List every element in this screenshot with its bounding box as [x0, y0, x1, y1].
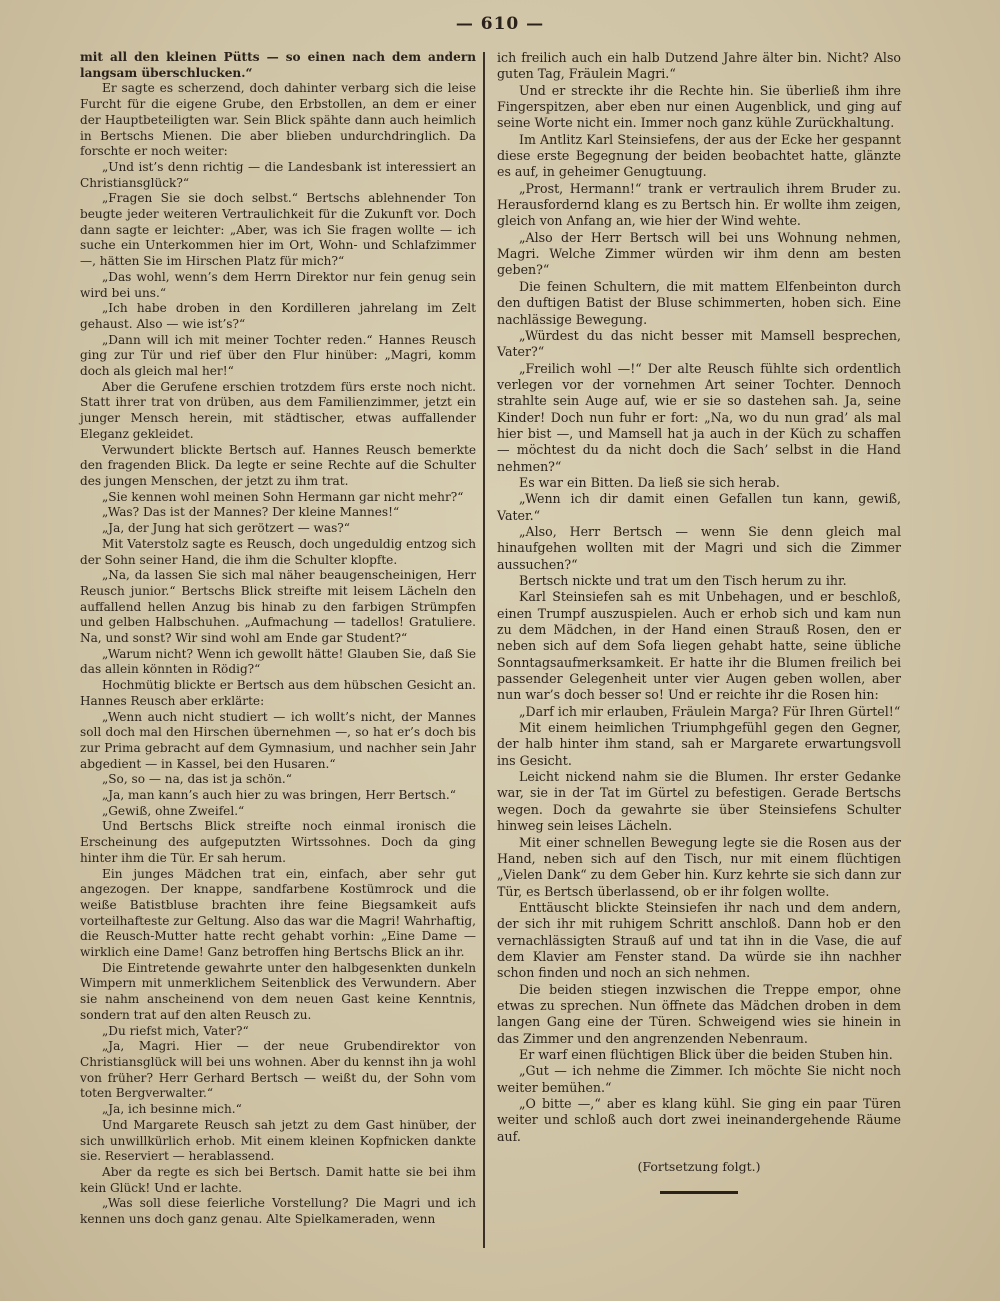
paragraph: „Ja, Magri. Hier — der neue Grubendirektor von Christiansglück will bei uns wohnen. Aber du kennst ihn ja wohl von früher? Herr Gerhard Bertsch — weißt du, der Sohn vom toten Bergverwalter.“ [80, 1039, 476, 1101]
paragraph: mit all den kleinen Pütts — so einen nach dem andern langsam überschlucken.“ [80, 50, 476, 80]
page-number: — 610 — [455, 14, 545, 34]
paragraph: „Also, Herr Bertsch — wenn Sie denn gleich mal hinaufgehen wollten mit der Magri und sich die Zimmer aussuchen?“ [497, 523, 901, 572]
paragraph: Mit Vaterstolz sagte es Reusch, doch ungeduldig entzog sich der Sohn seiner Hand, die ihm die Schulter klopfte. [80, 536, 476, 567]
paragraph: „Warum nicht? Wenn ich gewollt hätte! Glauben Sie, daß Sie das allein könnten in Rödig?“ [80, 646, 476, 677]
paragraph: Die feinen Schultern, die mit mattem Elfenbeinton durch den duftigen Batist der Bluse schimmerten, hoben sich. Eine nachlässige Bewegung. [497, 278, 901, 327]
paragraph: Die Eintretende gewahrte unter den halbgesenkten dunkeln Wimpern mit unmerklichem Seitenblick des Verwundern. Aber sie nahm anscheinend von dem neuen Gast keine Kenntnis, sondern trat auf den alten Reusch zu. [80, 960, 476, 1022]
paragraph: „Gewiß, ohne Zweifel.“ [102, 803, 245, 818]
paragraph: „So, so — na, das ist ja schön.“ [102, 772, 292, 787]
paragraph: Und er streckte ihr die Rechte hin. Sie überließ ihm ihre Fingerspitzen, aber eben nur einen Augenblick, und ging auf seine Worte nicht ein. Immer noch ganz kühle Zurückhaltung. [497, 82, 901, 131]
paragraph: „Ja, man kann’s auch hier zu was bringen, Herr Bertsch.“ [102, 788, 456, 803]
continued-note: (Fortsetzung folgt.) [637, 1159, 761, 1175]
paragraph: Karl Steinsiefen sah es mit Unbehagen, und er beschloß, einen Trumpf auszuspielen. Auch er erhob sich und kam nun zu dem Mädchen, in der Hand einen Strauß Rosen, den er neben sich auf dem Sofa liegen gehabt hatte, seine übliche Sonntagsaufmerksamkeit. Er hatte ihr die Blumen freilich bei passender Gelegenheit unter vier Augen geben wollen, aber nun war’s doch besser so! Und er reichte ihr die Rosen hin: [497, 589, 901, 703]
paragraph: Aber da regte es sich bei Bertsch. Damit hatte sie bei ihm kein Glück! Und er lachte. [80, 1164, 476, 1195]
paragraph: Enttäuscht blickte Steinsiefen ihr nach und dem andern, der sich ihr mit ruhigem Schritt anschloß. Dann hob er den vernachlässigten Strauß auf und tat ihn in die Vase, die auf dem Klavier am Fenster stand. Da würde sie ihn nachher schon finden und noch an sich nehmen. [497, 899, 901, 981]
paragraph: Die beiden stiegen inzwischen die Treppe empor, ohne etwas zu sprechen. Nun öffnete das Mädchen droben in dem langen Gang eine der Türen. Schweigend wies sie hinein in das Zimmer und den angrenzenden Nebenraum. [497, 981, 901, 1046]
paragraph: Mit einem heimlichen Triumphgefühl gegen den Gegner, der halb hinter ihm stand, sah er Margarete erwartungsvoll ins Gesicht. [497, 720, 901, 768]
paragraph: „Ja, ich besinne mich.“ [102, 1102, 242, 1117]
paragraph: „Darf ich mir erlauben, Fräulein Marga? Für Ihren Gürtel!“ [519, 703, 901, 719]
paragraph: „Gut — ich nehme die Zimmer. Ich möchte Sie nicht noch weiter bemühen.“ [497, 1063, 901, 1095]
paragraph: „Na, da lassen Sie sich mal näher beaugenscheinigen, Herr Reusch junior.“ Bertschs Blick streifte mit leisem Lächeln den auffallend hellen Anzug bis hinab zu den farbigen Strümpfen und gelben Halbschuhen. „Aufmachung — tadellos! Gratuliere. Na, und sonst? Wir sind wohl am Ende gar Student?“ [80, 568, 476, 646]
paragraph: „Wenn ich dir damit einen Gefallen tun kann, gewiß, Vater.“ [497, 491, 901, 523]
paragraph: „Das wohl, wenn’s dem Herrn Direktor nur fein genug sein wird bei uns.“ [80, 269, 476, 300]
paragraph: „Was soll diese feierliche Vorstellung? Die Magri und ich kennen uns doch ganz genau. Alte Spielkameraden, wenn [80, 1196, 476, 1227]
right-column [497, 50, 901, 1194]
paragraph: Bertsch nickte und trat um den Tisch herum zu ihr. [519, 573, 847, 588]
paragraph: „Du riefst mich, Vater?“ [102, 1023, 249, 1038]
column-divider [483, 52, 485, 1248]
paragraph: Verwundert blickte Bertsch auf. Hannes Reusch bemerkte den fragenden Blick. Da legte er seine Rechte auf die Schulter des jungen Menschen, der jetzt zu ihm trat. [80, 442, 476, 488]
paragraph: Er warf einen flüchtigen Blick über die beiden Stuben hin. [519, 1046, 893, 1062]
paragraph: Und Margarete Reusch sah jetzt zu dem Gast hinüber, der sich unwillkürlich erhob. Mit einem kleinen Kopfnicken dankte sie. Reserviert — herablassend. [80, 1117, 476, 1164]
paragraph: „Ja, der Jung hat sich gerötzert — was?“ [102, 521, 350, 536]
end-rule [660, 1191, 738, 1194]
paragraph: „Würdest du das nicht besser mit Mamsell besprechen, Vater?“ [497, 327, 901, 360]
paragraph: „Wenn auch nicht studiert — ich wollt’s nicht, der Mannes soll doch mal den Hirschen übernehmen —, so hat er’s doch bis zur Prima gebracht auf dem Gymnasium, und nachher sein Jahr abgedient — in Kassel, bei den Husaren.“ [80, 709, 476, 771]
paragraph: Er sagte es scherzend, doch dahinter verbarg sich die leise Furcht für die eigene Grube, den Erbstollen, an dem er einer der Hauptbeteiligten war. Sein Blick spähte dann auch heimlich in Bertschs Mienen. Die aber blieben undurchdringlich. Da forschte er noch weiter: [80, 81, 476, 159]
paragraph: Ein junges Mädchen trat ein, einfach, aber sehr gut angezogen. Der knappe, sandfarbene Kostümrock und die weiße Batistbluse brachten ihre feine Biegsamkeit aufs vorteilhafteste zur Geltung. Also das war die Magri! Wahrhaftig, die Reusch-Mutter hatte recht gehabt vorhin: „Eine Dame — wirklich eine Dame! Ganz betroffen hing Bertschs Blick an ihr. [80, 866, 476, 960]
paragraph: Hochmütig blickte er Bertsch aus dem hübschen Gesicht an. Hannes Reusch aber erklärte: [80, 678, 476, 708]
paragraph: Leicht nickend nahm sie die Blumen. Ihr erster Gedanke war, sie in der Tat im Gürtel zu befestigen. Gerade Bertschs wegen. Doch da gewahrte sie über Steinsiefens Schulter hinweg sein leises Lächeln. [497, 769, 901, 834]
paragraph: „Prost, Hermann!“ trank er vertraulich ihrem Bruder zu. Herausfordernd klang es zu Bertsch hin. Er wollte ihm zeigen, gleich von Anfang an, wie hier der Wind wehte. [497, 180, 901, 229]
paragraph: „Dann will ich mit meiner Tochter reden.“ Hannes Reusch ging zur Tür und rief über den Flur hinüber: „Magri, komm doch als gleich mal her!“ [80, 332, 476, 379]
paragraph: Im Antlitz Karl Steinsiefens, der aus der Ecke her gespannt diese erste Begegnung der beiden beobachtet hatte, glänzte es auf, in geheimer Genugtuung. [497, 131, 901, 180]
paragraph: „Ich habe droben in den Kordilleren jahrelang im Zelt gehaust. Also — wie ist’s?“ [80, 301, 476, 331]
paragraph: „Freilich wohl —!“ Der alte Reusch fühlte sich ordentlich verlegen vor der vornehmen Art seiner Tochter. Dennoch strahlte sein Auge auf, wie er sie so dastehen sah. Ja, seine Kinder! Doch nun fuhr er fort: „Na, wo du nun grad’ als mal hier bist —, und Mamsell hat ja auch in der Küch zu schaffen — möchtest du da nicht doch die Sach’ selbst in die Hand nehmen?“ [497, 360, 901, 474]
paragraph: Mit einer schnellen Bewegung legte sie die Rosen aus der Hand, neben sich auf den Tisch, nur mit einem flüchtigen „Vielen Dank“ zu dem Geber hin. Kurz kehrte sie sich dann zur Tür, es Bertsch überlassend, ob er ihr folgen wollte. [497, 834, 901, 899]
left-column [80, 50, 476, 1228]
paragraph: Es war ein Bitten. Da ließ sie sich herab. [519, 474, 780, 490]
paragraph: Und Bertschs Blick streifte noch einmal ironisch die Erscheinung des aufgeputzten Wirtssohnes. Doch da ging hinter ihm die Tür. Er sah herum. [80, 819, 476, 865]
paragraph: „Und ist’s denn richtig — die Landesbank ist interessiert an Christiansglück?“ [80, 159, 476, 190]
paragraph: „Was? Das ist der Mannes? Der kleine Mannes!“ [102, 505, 400, 520]
paragraph: „Also der Herr Bertsch will bei uns Wohnung nehmen, Magri. Welche Zimmer würden wir ihm denn am besten geben?“ [497, 229, 901, 278]
paragraph: „Fragen Sie sie doch selbst.“ Bertschs ablehnender Ton beugte jeder weiteren Vertraulichkeit für die Zukunft vor. Doch dann sagte er leichter: „Aber, was ich Sie fragen wollte — ich suche ein Unterkommen hier im Ort, Wohn- und Schlafzimmer —, hätten Sie im Hirschen Platz für mich?“ [80, 191, 476, 269]
paragraph: „O bitte —,“ aber es klang kühl. Sie ging ein paar Türen weiter und schloß auch dort zwei ineinandergehende Räume auf. [497, 1096, 901, 1144]
paragraph: „Sie kennen wohl meinen Sohn Hermann gar nicht mehr?“ [102, 489, 464, 504]
paragraph: Aber die Gerufene erschien trotzdem fürs erste noch nicht. Statt ihrer trat von drüben, aus dem Familienzimmer, jetzt ein junger Mensch herein, mit städtischer, etwas auffallender Eleganz gekleidet. [80, 379, 476, 441]
paragraph: ich freilich auch ein halb Dutzend Jahre älter bin. Nicht? Also guten Tag, Fräulein Magri.“ [497, 50, 901, 82]
